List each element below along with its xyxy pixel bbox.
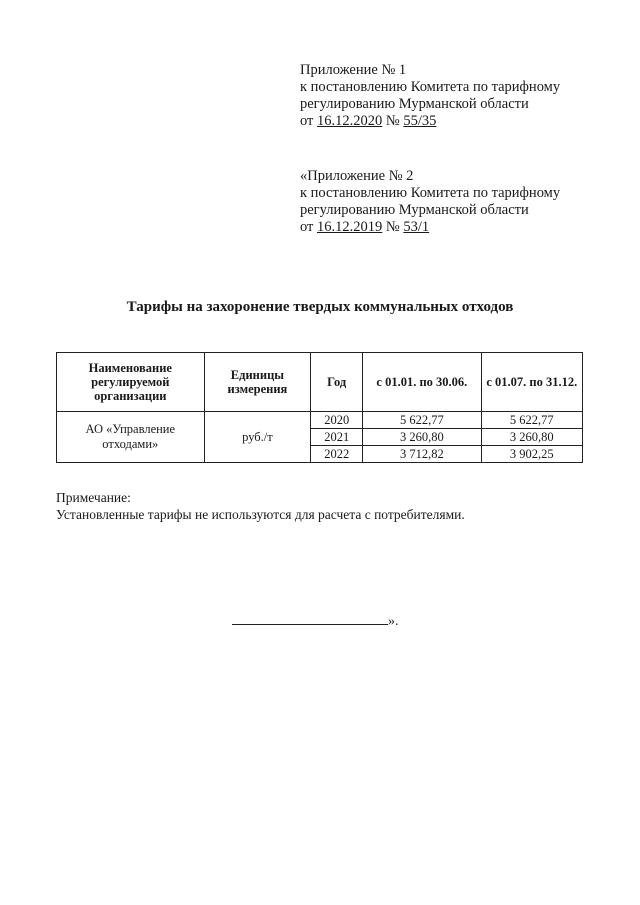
note-block bbox=[56, 489, 465, 523]
appendix-1-number: 55/35 bbox=[403, 113, 437, 129]
appendix-1-line2: к постановлению Комитета по тарифному bbox=[300, 79, 561, 95]
appendix-1-title: Приложение № 1 bbox=[300, 62, 407, 78]
header-year: Год bbox=[311, 353, 363, 412]
header-org: Наименование регулируемой организации bbox=[57, 353, 205, 412]
header-period1: с 01.01. по 30.06. bbox=[363, 353, 481, 412]
appendix-2-date: 16.12.2019 bbox=[317, 219, 383, 235]
cell-year: 2021 bbox=[311, 429, 363, 446]
appendix-1-date-prefix: от bbox=[300, 113, 314, 129]
appendix-2-line2: к постановлению Комитета по тарифному bbox=[300, 185, 561, 201]
cell-period2: 3 260,80 bbox=[481, 429, 582, 446]
closing-quote: ». bbox=[388, 614, 399, 629]
cell-period1: 3 260,80 bbox=[363, 429, 481, 446]
cell-year: 2020 bbox=[311, 412, 363, 429]
table-row bbox=[57, 412, 583, 429]
appendix-1-date: 16.12.2020 bbox=[317, 113, 383, 129]
cell-period2: 5 622,77 bbox=[481, 412, 582, 429]
appendix-2-date-line bbox=[300, 219, 620, 236]
closing-line bbox=[232, 612, 399, 630]
cell-period1: 5 622,77 bbox=[363, 412, 481, 429]
header-unit: Единицы измерения bbox=[204, 353, 311, 412]
note-text: Установленные тарифы не используются для расчета с потребителями. bbox=[56, 507, 465, 522]
header-period2: с 01.07. по 31.12. bbox=[481, 353, 582, 412]
document-title: Тарифы на захоронение твердых коммунальных отходов bbox=[126, 299, 514, 315]
appendix-2-line3: регулированию Мурманской области bbox=[300, 202, 529, 218]
cell-period2: 3 902,25 bbox=[481, 446, 582, 463]
cell-period1: 3 712,82 bbox=[363, 446, 481, 463]
appendix-2-date-prefix: от bbox=[300, 219, 314, 235]
appendix-1-date-line bbox=[300, 113, 620, 130]
appendix-1-line3: регулированию Мурманской области bbox=[300, 96, 529, 112]
tariffs-table bbox=[56, 352, 583, 463]
appendix-1-number-sign: № bbox=[385, 113, 400, 129]
appendix-2-header bbox=[300, 168, 620, 236]
cell-year: 2022 bbox=[311, 446, 363, 463]
appendix-2-title: «Приложение № 2 bbox=[300, 168, 414, 184]
cell-org: АО «Управление отходами» bbox=[57, 412, 205, 463]
table-header-row bbox=[57, 353, 583, 412]
appendix-2-number: 53/1 bbox=[403, 219, 430, 235]
note-label: Примечание: bbox=[56, 490, 131, 505]
appendix-2-number-sign: № bbox=[385, 219, 400, 235]
cell-unit: руб./т bbox=[204, 412, 311, 463]
signature-underline bbox=[232, 612, 388, 625]
appendix-1-header bbox=[300, 62, 620, 130]
